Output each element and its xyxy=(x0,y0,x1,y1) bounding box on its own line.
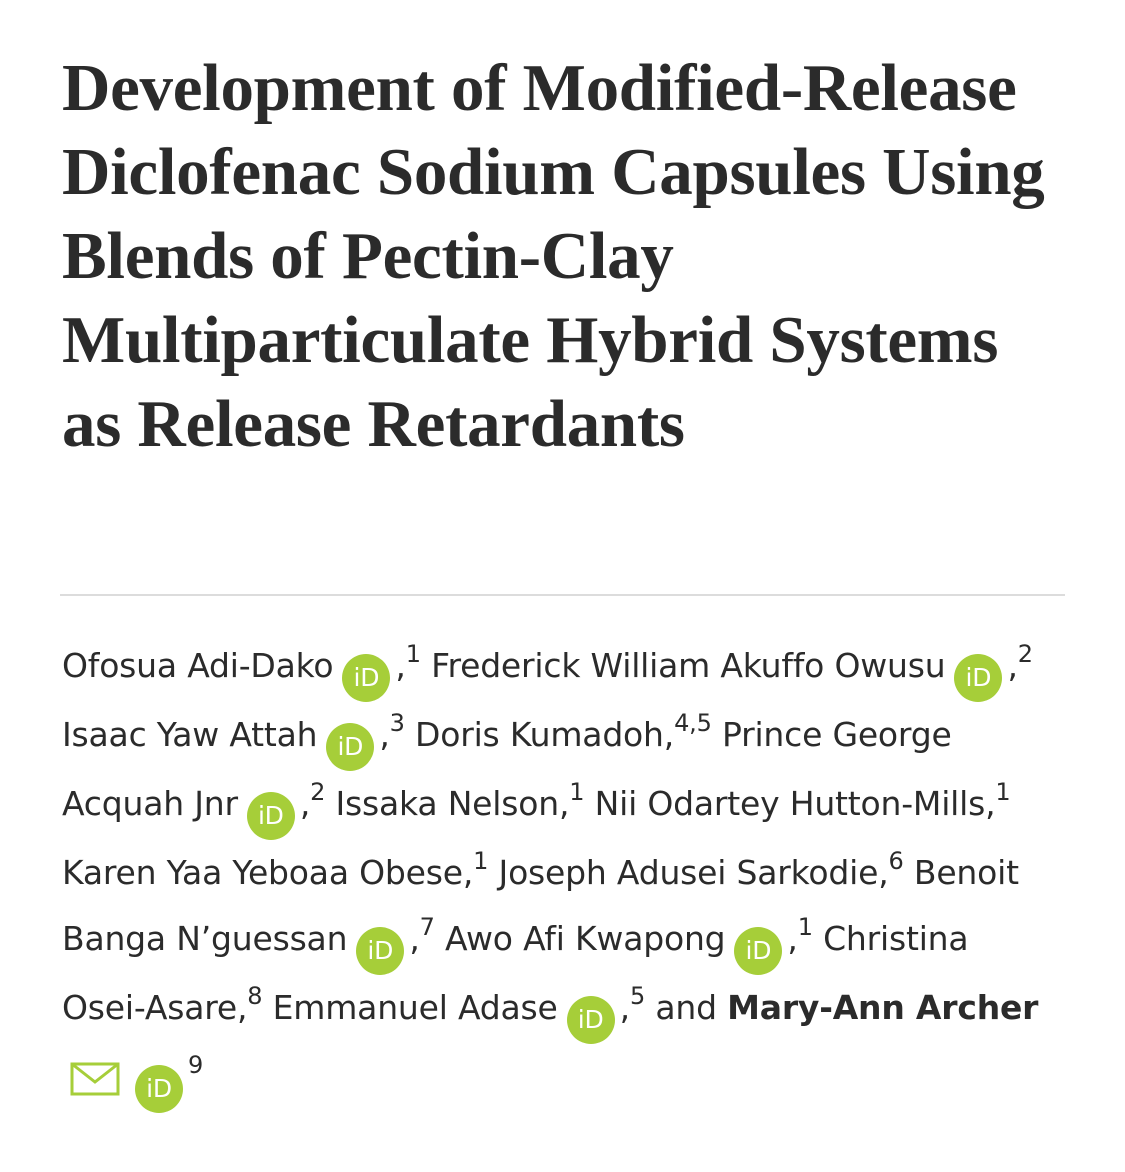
author-name[interactable]: Prince George Acquah Jnr xyxy=(62,715,952,823)
affiliation-number[interactable]: 2 xyxy=(1017,640,1033,668)
orcid-icon[interactable]: iD xyxy=(247,792,295,840)
affiliation-number[interactable]: 1 xyxy=(797,912,813,941)
orcid-icon[interactable]: iD xyxy=(356,927,404,975)
orcid-icon[interactable]: iD xyxy=(954,654,1002,702)
author-separator: , xyxy=(787,918,798,958)
affiliation-number[interactable]: 7 xyxy=(419,912,435,941)
mail-icon[interactable] xyxy=(70,1062,120,1096)
author-separator: , xyxy=(878,853,889,892)
affiliation-number[interactable]: 4,5 xyxy=(674,709,712,737)
author-name[interactable]: Nii Odartey Hutton-Mills xyxy=(594,784,986,823)
author-name[interactable]: Benoit Banga N’guessan xyxy=(62,853,1019,958)
author-separator: , xyxy=(395,646,406,685)
affiliation-number[interactable]: 1 xyxy=(473,847,489,875)
affiliation-number[interactable]: 8 xyxy=(247,981,263,1010)
author-name[interactable]: Issaka Nelson xyxy=(335,784,559,823)
author-entry xyxy=(594,778,1011,823)
author-entry xyxy=(335,778,585,823)
author-entry xyxy=(272,981,717,1034)
author-name[interactable]: Doris Kumadoh xyxy=(415,715,664,754)
author-separator: , xyxy=(1007,646,1018,685)
affiliation-number[interactable]: 2 xyxy=(310,778,326,806)
author-list xyxy=(62,633,1062,1113)
affiliation-number[interactable]: 1 xyxy=(405,640,421,668)
author-entry xyxy=(62,709,405,761)
author-separator: , xyxy=(379,715,390,754)
author-separator: , xyxy=(409,918,420,958)
affiliation-number[interactable]: 9 xyxy=(188,1050,204,1079)
orcid-icon[interactable]: iD xyxy=(734,927,782,975)
author-entry xyxy=(498,847,904,892)
affiliation-number[interactable]: 3 xyxy=(389,709,405,737)
author-name[interactable]: Christina Osei-Asare xyxy=(62,918,969,1027)
author-entry xyxy=(444,912,813,965)
author-entry xyxy=(62,640,421,692)
author-separator: , xyxy=(663,715,675,754)
affiliation-number[interactable]: 1 xyxy=(995,778,1011,806)
author-name[interactable]: Awo Afi Kwapong xyxy=(444,918,726,958)
author-name[interactable]: Mary-Ann Archer xyxy=(727,987,1039,1027)
title-divider xyxy=(60,594,1065,596)
author-entry xyxy=(415,709,712,754)
author-name[interactable]: Ofosua Adi-Dako xyxy=(62,646,334,685)
orcid-icon[interactable]: iD xyxy=(326,723,374,771)
author-separator: , xyxy=(236,987,248,1027)
author-separator: , xyxy=(985,784,996,823)
orcid-icon[interactable]: iD xyxy=(135,1065,183,1113)
author-conjunction: and xyxy=(655,987,717,1027)
author-separator: , xyxy=(299,784,311,823)
author-separator: , xyxy=(619,987,630,1027)
author-separator: , xyxy=(558,784,570,823)
author-name[interactable]: Karen Yaa Yeboaa Obese xyxy=(62,853,463,892)
author-name[interactable]: Frederick William Akuffo Owusu xyxy=(431,646,946,685)
affiliation-number[interactable]: 1 xyxy=(569,778,585,806)
author-name[interactable]: Isaac Yaw Attah xyxy=(62,715,318,754)
orcid-icon[interactable]: iD xyxy=(567,996,615,1044)
orcid-icon[interactable]: iD xyxy=(342,654,390,702)
author-entry xyxy=(431,640,1033,692)
affiliation-number[interactable]: 5 xyxy=(629,981,646,1010)
author-name[interactable]: Emmanuel Adase xyxy=(272,987,558,1027)
article-title: Development of Modified-Release Diclofenac Sodium Capsules Using Blends of Pectin-Clay Multiparticulate Hybrid Systems as Release Retardants xyxy=(62,51,1045,461)
author-separator: , xyxy=(462,853,474,892)
author-entry xyxy=(62,847,489,892)
author-name[interactable]: Joseph Adusei Sarkodie xyxy=(498,853,879,892)
affiliation-number[interactable]: 6 xyxy=(888,847,904,875)
